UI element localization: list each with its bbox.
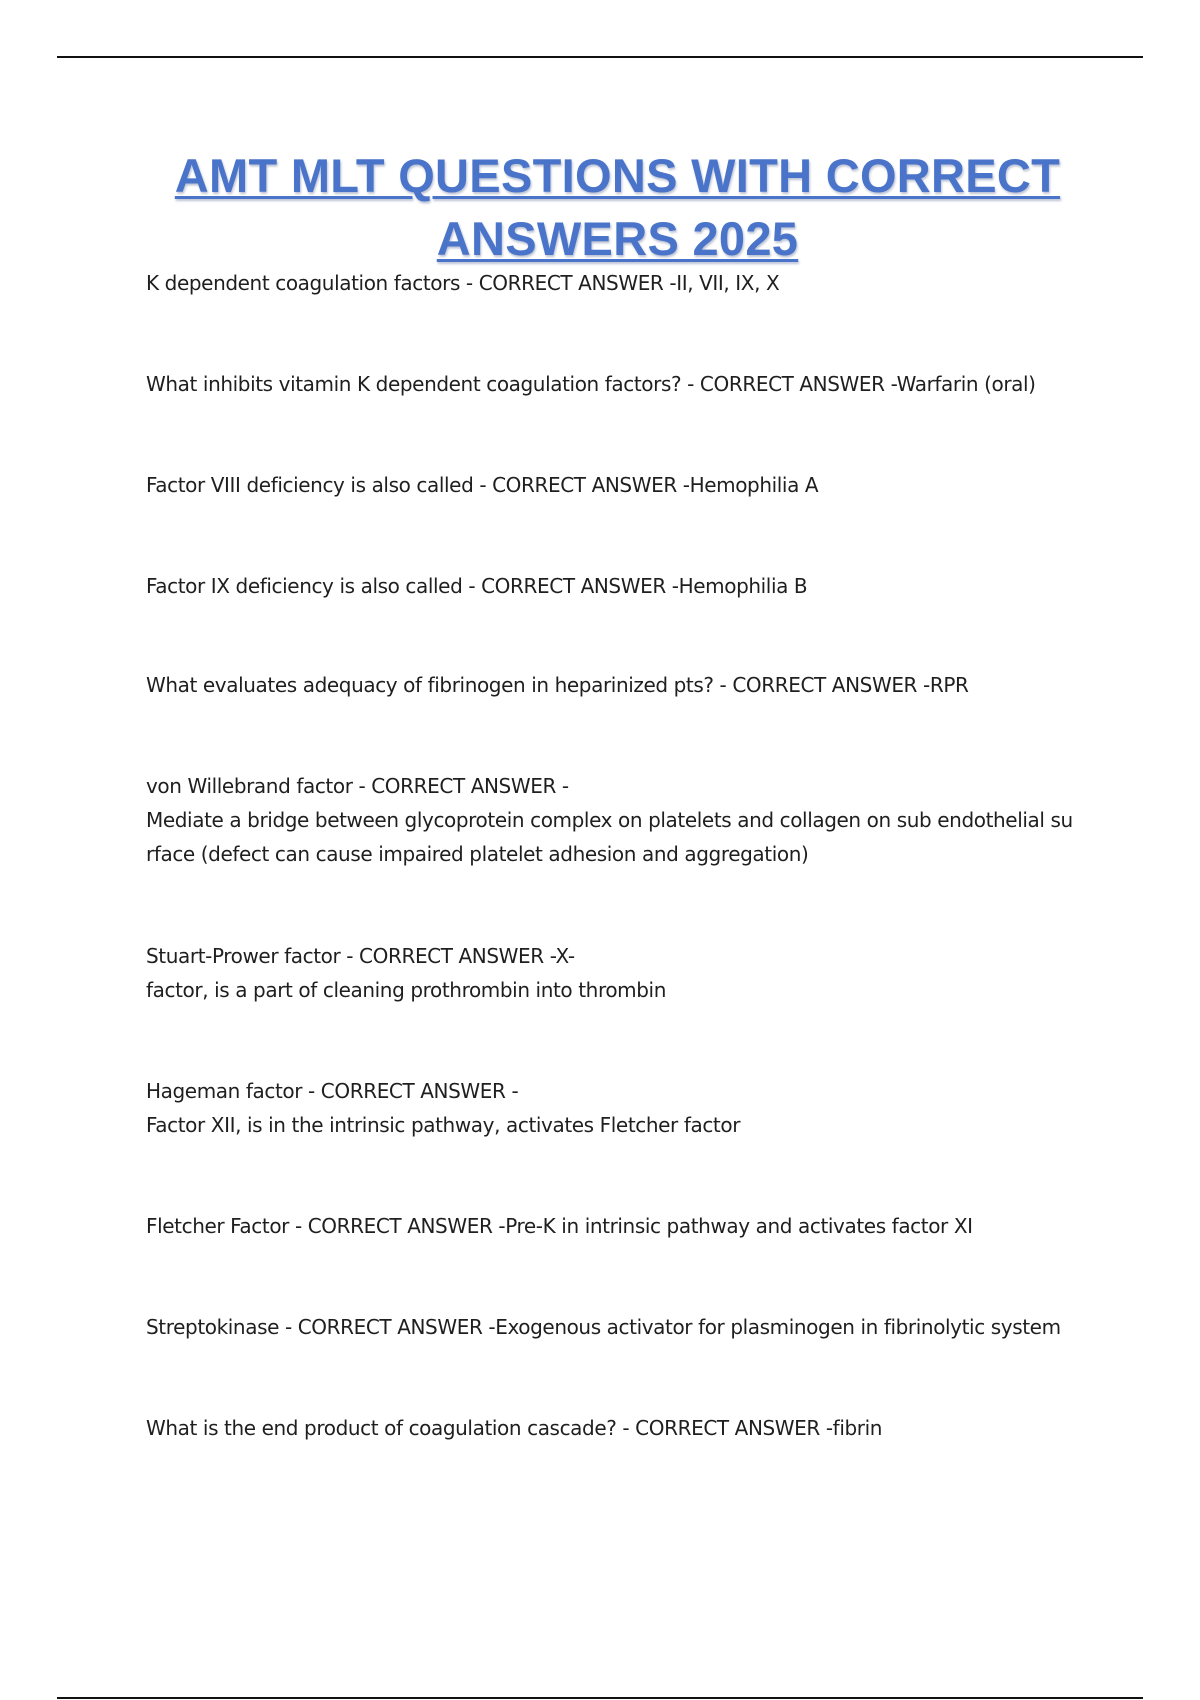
title-line-1: AMT MLT QUESTIONS WITH CORRECT: [174, 149, 1061, 202]
qa-item-end-product: [146, 1411, 1106, 1445]
qa-item-warfarin: [146, 367, 1106, 401]
qa-line: factor, is a part of cleaning prothrombin into thrombin: [146, 978, 666, 1002]
qa-line: K dependent coagulation factors - CORRECT ANSWER -II, VII, IX, X: [146, 271, 780, 295]
qa-line: Factor XII, is in the intrinsic pathway, activates Fletcher factor: [146, 1113, 741, 1137]
qa-line: Factor IX deficiency is also called - CORRECT ANSWER -Hemophilia B: [146, 574, 808, 598]
qa-line: Streptokinase - CORRECT ANSWER -Exogenous activator for plasminogen in fibrinolytic system: [146, 1315, 1061, 1339]
qa-line: Stuart-Prower factor - CORRECT ANSWER -X-: [146, 944, 575, 968]
qa-item-von-willebrand: [146, 769, 1106, 871]
qa-item-hemophilia-b: [146, 569, 1106, 603]
qa-item-hemophilia-a: [146, 468, 1106, 502]
qa-line: rface (defect can cause impaired platelet adhesion and aggregation): [146, 842, 809, 866]
qa-item-fletcher: [146, 1209, 1106, 1243]
qa-line: von Willebrand factor - CORRECT ANSWER -: [146, 774, 569, 798]
qa-line: Hageman factor - CORRECT ANSWER -: [146, 1079, 519, 1103]
title-line-2: ANSWERS 2025: [436, 212, 799, 265]
qa-item-fibrinogen: [146, 668, 1106, 702]
qa-item-streptokinase: [146, 1310, 1106, 1344]
qa-item-stuart-prower: [146, 939, 1106, 1007]
bottom-rule: [57, 1697, 1143, 1699]
qa-line: Mediate a bridge between glycoprotein complex on platelets and collagen on sub endothelial su: [146, 808, 1073, 832]
qa-line: Fletcher Factor - CORRECT ANSWER -Pre-K in intrinsic pathway and activates factor XI: [146, 1214, 973, 1238]
qa-line: Factor VIII deficiency is also called - CORRECT ANSWER -Hemophilia A: [146, 473, 819, 497]
qa-line: What inhibits vitamin K dependent coagulation factors? - CORRECT ANSWER -Warfarin (oral): [146, 372, 1036, 396]
qa-item-vitamin-k-factors: [146, 266, 1106, 300]
qa-line: What evaluates adequacy of fibrinogen in heparinized pts? - CORRECT ANSWER -RPR: [146, 673, 969, 697]
qa-item-hageman: [146, 1074, 1106, 1142]
qa-line: What is the end product of coagulation cascade? - CORRECT ANSWER -fibrin: [146, 1416, 883, 1440]
